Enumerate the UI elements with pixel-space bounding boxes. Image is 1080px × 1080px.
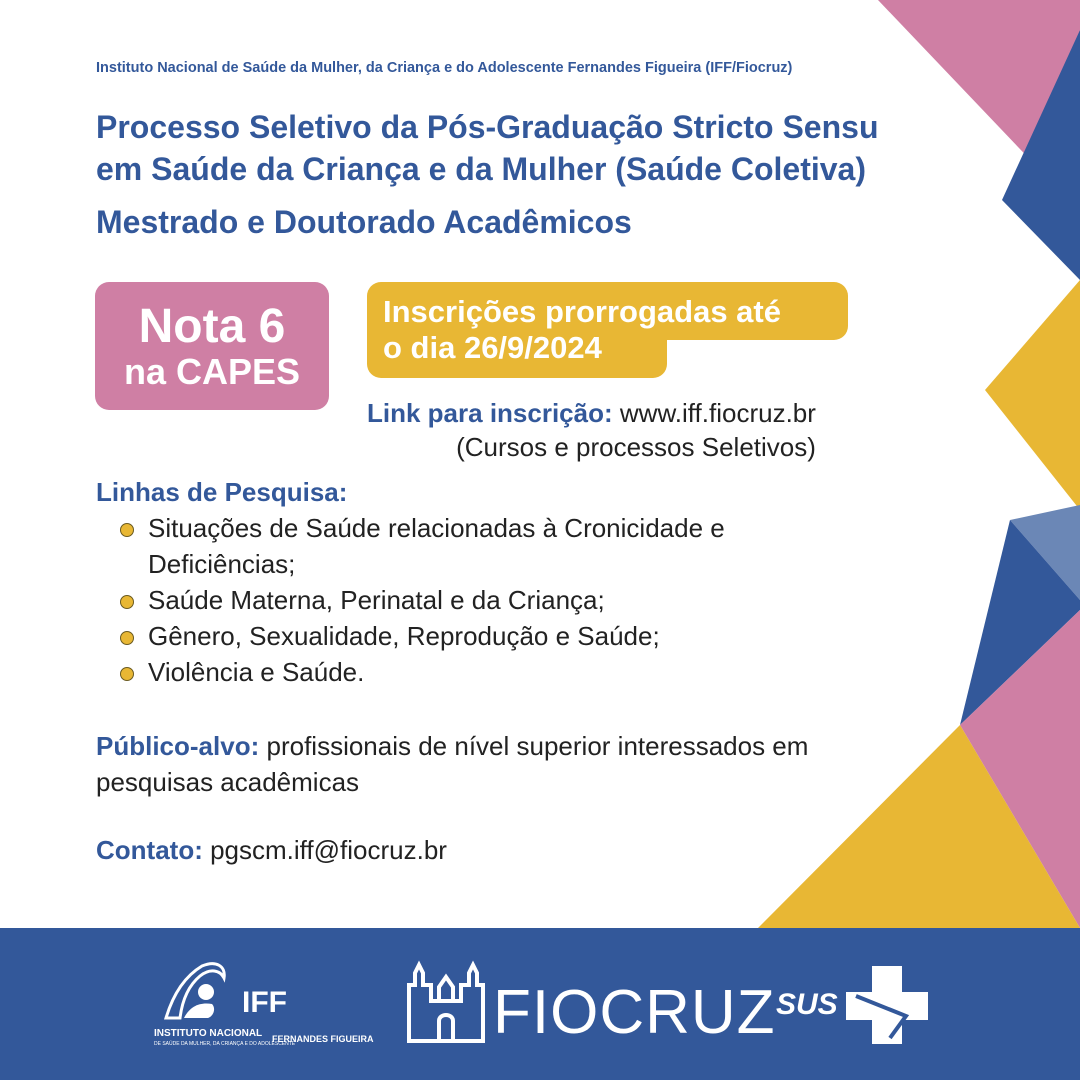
list-item: [120, 618, 868, 654]
iff-name: IFF: [242, 986, 287, 1019]
sus-cross-icon: [846, 966, 928, 1044]
registration-link-label: Link para inscrição:: [367, 398, 613, 428]
bullet-icon: [120, 595, 134, 609]
list-item-text: Gênero, Sexualidade, Reprodução e Saúde;: [148, 621, 660, 651]
page-subtitle: Mestrado e Doutorado Acadêmicos: [96, 204, 632, 240]
banner-text: [383, 294, 853, 366]
title-line-1: Processo Seletivo da Pós-Graduação Stricto Sensu: [96, 109, 879, 145]
list-item-text: Violência e Saúde.: [148, 657, 365, 687]
banner-line-1: Inscrições prorrogadas até: [383, 294, 781, 329]
contact: [96, 835, 447, 866]
castle-icon: [405, 955, 487, 1045]
institute-name: Instituto Nacional de Saúde da Mulher, da Criança e do Adolescente Fernandes Figueira (IFF/Fiocruz): [96, 60, 793, 76]
registration-link-note: (Cursos e processos Seletivos): [456, 432, 816, 462]
list-item: [120, 654, 868, 690]
iff-subtitle: DE SAÚDE DA MULHER, DA CRIANÇA E DO ADOLESCENTE: [154, 1041, 296, 1047]
iff-institute: INSTITUTO NACIONAL: [154, 1028, 263, 1039]
bullet-icon: [120, 523, 134, 537]
contact-email[interactable]: pgscm.iff@fiocruz.br: [210, 835, 447, 865]
target-audience: [96, 728, 916, 800]
registration-link-url[interactable]: www.iff.fiocruz.br: [619, 398, 816, 428]
page-title: [96, 106, 878, 190]
title-line-2: em Saúde da Criança e da Mulher (Saúde Coletiva): [96, 151, 866, 187]
fiocruz-wordmark: FIOCRUZ: [493, 978, 776, 1047]
iff-fernandes-figueira: FERNANDES FIGUEIRA: [272, 1034, 374, 1044]
registration-link-block: [367, 396, 816, 464]
capes-badge-label: na CAPES: [123, 351, 301, 392]
mother-child-icon: [154, 958, 234, 1022]
banner-line-2: o dia 26/9/2024: [383, 330, 602, 365]
research-lines-list: [120, 510, 868, 690]
target-audience-text: profissionais de nível superior interessados em pesquisas acadêmicas: [96, 731, 809, 797]
bullet-icon: [120, 667, 134, 681]
sus-wordmark: SUS: [776, 988, 838, 1021]
list-item: [120, 582, 868, 618]
target-audience-label: Público-alvo:: [96, 731, 260, 761]
list-item-text: Saúde Materna, Perinatal e da Criança;: [148, 585, 605, 615]
list-item-text: Situações de Saúde relacionadas à Cronicidade e Deficiências;: [148, 513, 725, 579]
capes-badge: [95, 282, 329, 410]
bullet-icon: [120, 631, 134, 645]
list-item: [120, 510, 868, 582]
research-lines-heading: Linhas de Pesquisa:: [96, 477, 348, 507]
contact-label: Contato:: [96, 835, 203, 865]
capes-badge-score: Nota 6: [138, 300, 286, 353]
